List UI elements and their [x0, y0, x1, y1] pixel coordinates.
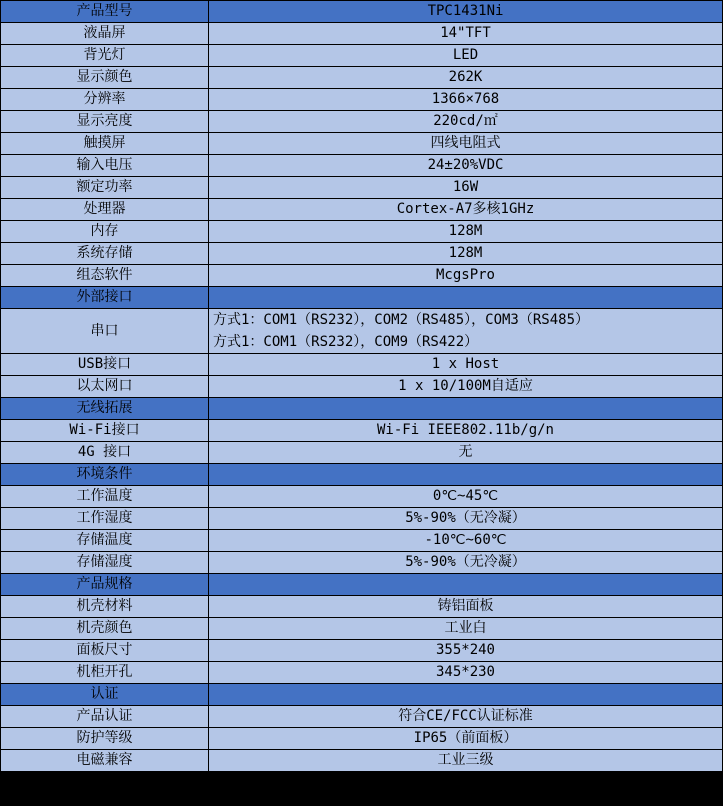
spec-row [1, 530, 723, 552]
spec-label: 面板尺寸 [1, 640, 209, 662]
spec-value: McgsPro [209, 265, 723, 287]
spec-row [1, 552, 723, 574]
spec-value: Cortex-A7多核1GHz [209, 199, 723, 221]
section-title: 外部接口 [1, 287, 209, 309]
spec-value [209, 398, 723, 420]
spec-value: 1366×768 [209, 89, 723, 111]
spec-row [1, 706, 723, 728]
spec-label: USB接口 [1, 354, 209, 376]
spec-row [1, 486, 723, 508]
spec-value [209, 684, 723, 706]
spec-label: 分辨率 [1, 89, 209, 111]
spec-value: 24±20%VDC [209, 155, 723, 177]
spec-row [1, 155, 723, 177]
spec-value: LED [209, 45, 723, 67]
section-header-row [1, 398, 723, 420]
spec-row [1, 640, 723, 662]
spec-value: Wi-Fi IEEE802.11b/g/n [209, 420, 723, 442]
spec-label: Wi-Fi接口 [1, 420, 209, 442]
spec-row [1, 618, 723, 640]
spec-value: 262K [209, 67, 723, 89]
spec-label: 串口 [1, 309, 209, 354]
spec-row [1, 354, 723, 376]
section-header-row [1, 464, 723, 486]
spec-value: 无 [209, 442, 723, 464]
spec-row [1, 309, 723, 354]
spec-value: 1 x 10/100M自适应 [209, 376, 723, 398]
spec-value-line: 方式1：COM1（RS232），COM9（RS422） [213, 334, 479, 350]
spec-value: 220cd/㎡ [209, 111, 723, 133]
section-title: 环境条件 [1, 464, 209, 486]
spec-value: 0℃~45℃ [209, 486, 723, 508]
spec-label: 系统存储 [1, 243, 209, 265]
spec-label: 存储湿度 [1, 552, 209, 574]
spec-label: 背光灯 [1, 45, 209, 67]
section-header-row [1, 574, 723, 596]
spec-value: 工业三级 [209, 750, 723, 772]
spec-row [1, 662, 723, 684]
section-header-row [1, 684, 723, 706]
spec-row [1, 111, 723, 133]
spec-row [1, 243, 723, 265]
spec-label: 工作湿度 [1, 508, 209, 530]
spec-label: 电磁兼容 [1, 750, 209, 772]
spec-row [1, 508, 723, 530]
spec-value: IP65（前面板） [209, 728, 723, 750]
section-title: 产品规格 [1, 574, 209, 596]
spec-value: -10℃~60℃ [209, 530, 723, 552]
spec-row [1, 177, 723, 199]
section-header-row [1, 287, 723, 309]
spec-value: 14"TFT [209, 23, 723, 45]
section-title: 认证 [1, 684, 209, 706]
spec-label: 产品型号 [1, 1, 209, 23]
spec-label: 产品认证 [1, 706, 209, 728]
spec-label: 内存 [1, 221, 209, 243]
spec-label: 工作温度 [1, 486, 209, 508]
spec-row [1, 728, 723, 750]
spec-label: 显示颜色 [1, 67, 209, 89]
spec-label: 防护等级 [1, 728, 209, 750]
spec-label: 机壳材料 [1, 596, 209, 618]
spec-label: 组态软件 [1, 265, 209, 287]
spec-row [1, 442, 723, 464]
spec-label: 机壳颜色 [1, 618, 209, 640]
spec-label: 机柜开孔 [1, 662, 209, 684]
spec-value: 5%-90%（无冷凝） [209, 508, 723, 530]
spec-row [1, 1, 723, 23]
spec-value: TPC1431Ni [209, 1, 723, 23]
spec-row [1, 376, 723, 398]
spec-value [209, 574, 723, 596]
spec-row [1, 221, 723, 243]
spec-label: 存储温度 [1, 530, 209, 552]
spec-label: 处理器 [1, 199, 209, 221]
spec-value: 5%-90%（无冷凝） [209, 552, 723, 574]
spec-value: 16W [209, 177, 723, 199]
spec-row [1, 133, 723, 155]
spec-value [209, 287, 723, 309]
spec-label: 显示亮度 [1, 111, 209, 133]
spec-label: 输入电压 [1, 155, 209, 177]
spec-table-body [1, 1, 723, 772]
spec-value [209, 309, 723, 354]
spec-label: 4G 接口 [1, 442, 209, 464]
spec-value: 符合CE/FCC认证标准 [209, 706, 723, 728]
spec-value: 工业白 [209, 618, 723, 640]
spec-row [1, 67, 723, 89]
spec-label: 液晶屏 [1, 23, 209, 45]
spec-row [1, 420, 723, 442]
section-title: 无线拓展 [1, 398, 209, 420]
spec-row [1, 23, 723, 45]
spec-row [1, 45, 723, 67]
spec-value: 铸铝面板 [209, 596, 723, 618]
spec-label: 触摸屏 [1, 133, 209, 155]
spec-value: 128M [209, 221, 723, 243]
spec-label: 额定功率 [1, 177, 209, 199]
spec-value: 128M [209, 243, 723, 265]
spec-row [1, 265, 723, 287]
spec-label: 以太网口 [1, 376, 209, 398]
spec-value-line: 方式1：COM1（RS232），COM2（RS485），COM3（RS485） [213, 312, 590, 328]
spec-value: 355*240 [209, 640, 723, 662]
spec-row [1, 89, 723, 111]
spec-value: 1 x Host [209, 354, 723, 376]
spec-value [209, 464, 723, 486]
spec-row [1, 596, 723, 618]
spec-value: 四线电阻式 [209, 133, 723, 155]
spec-value: 345*230 [209, 662, 723, 684]
spec-row [1, 199, 723, 221]
spec-row [1, 750, 723, 772]
